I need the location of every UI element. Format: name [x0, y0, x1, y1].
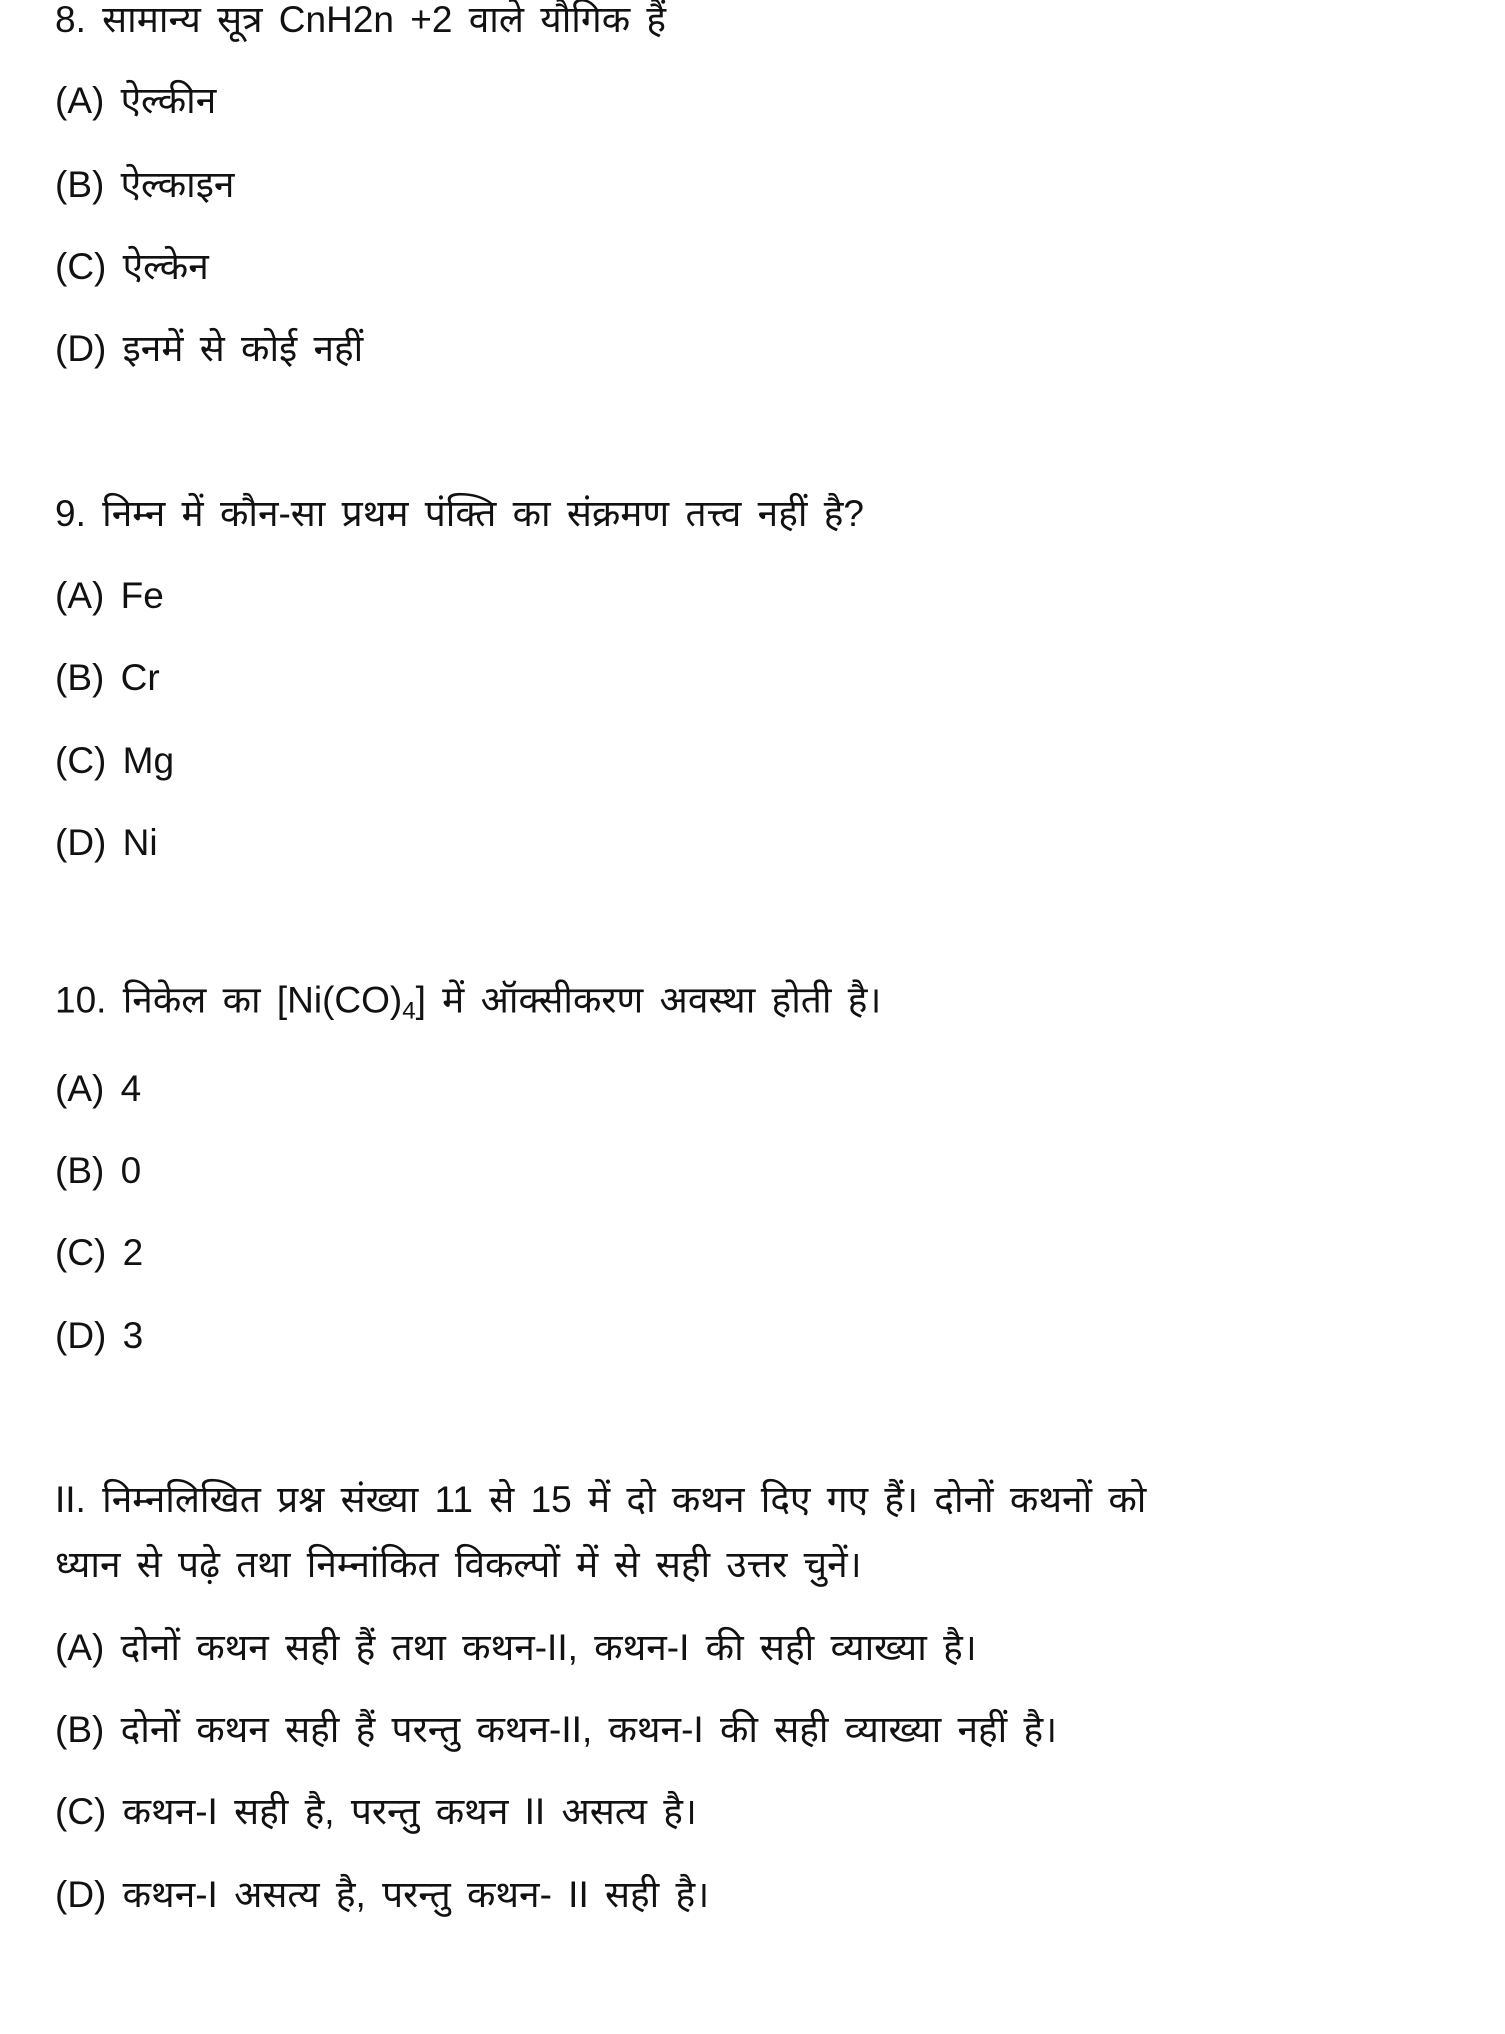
question-10-part2: ] में ऑक्सीकरण अवस्था होती है। — [415, 979, 882, 1021]
question-8-text: 8. सामान्य सूत्र CnH2n +2 वाले यौगिक हैं — [55, 0, 667, 40]
section-2-instruction-line2: ध्यान से पढ़े तथा निम्नांकित विकल्पों में से सही उत्तर चुनें। — [55, 1544, 862, 1585]
option-d: (D) इनमें से कोई नहीं — [55, 328, 364, 369]
question-10-subscript: 4 — [402, 997, 416, 1025]
option-b: (B) Cr — [55, 657, 160, 698]
option-d: (D) कथन-I असत्य है, परन्तु कथन- II सही है। — [55, 1874, 710, 1915]
option-a: (A) 4 — [55, 1068, 142, 1109]
section-2-instruction-line1: II. निम्नलिखित प्रश्न संख्या 11 से 15 में दो कथन दिए गए हैं। दोनों कथनों को — [55, 1479, 1147, 1520]
option-a: (A) दोनों कथन सही हैं तथा कथन-II, कथन-I की सही व्याख्या है। — [55, 1627, 977, 1668]
option-c: (C) ऐल्केन — [55, 246, 209, 287]
question-9-text: 9. निम्न में कौन-सा प्रथम पंक्ति का संक्रमण तत्त्व नहीं है? — [55, 493, 864, 534]
option-b: (B) 0 — [55, 1150, 142, 1191]
option-d: (D) 3 — [55, 1315, 144, 1356]
option-b: (B) दोनों कथन सही हैं परन्तु कथन-II, कथन-I की सही व्याख्या नहीं है। — [55, 1709, 1058, 1750]
question-10-part1: 10. निकेल का [Ni(CO) — [55, 979, 403, 1021]
option-c: (C) 2 — [55, 1232, 144, 1273]
question-10-text — [55, 979, 881, 1034]
option-a: (A) ऐल्कीन — [55, 80, 217, 121]
option-a: (A) Fe — [55, 575, 164, 616]
option-c: (C) कथन-I सही है, परन्तु कथन II असत्य है। — [55, 1791, 697, 1832]
option-b: (B) ऐल्काइन — [55, 164, 235, 205]
option-d: (D) Ni — [55, 822, 158, 863]
option-c: (C) Mg — [55, 740, 175, 781]
